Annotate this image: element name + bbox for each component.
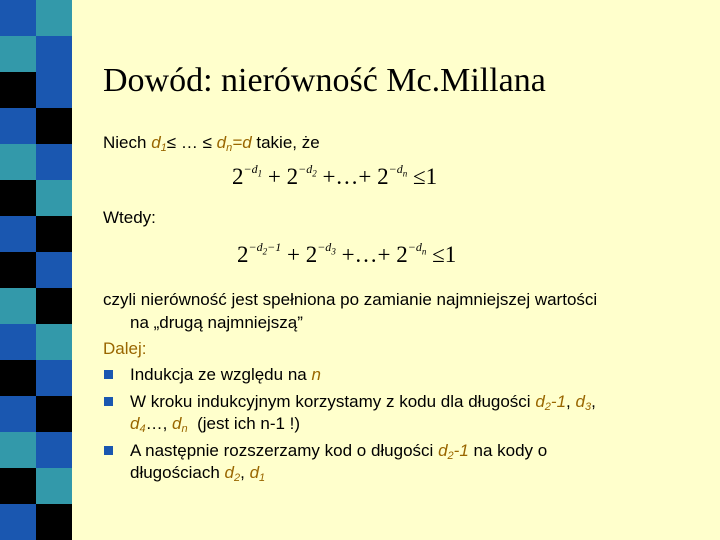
strip-block xyxy=(0,216,36,252)
strip-block xyxy=(0,396,36,432)
strip-block xyxy=(36,288,72,324)
decorative-left-strip xyxy=(0,0,72,540)
strip-block xyxy=(36,36,72,72)
bullet-2-text: W kroku indukcyjnym korzystamy z kodu dla długości $d_2-1$, $d_3$, xyxy=(130,392,596,413)
bullet-2-text-cont: $d_4\dots$, $d_n$ (jest ich n-1 !) xyxy=(130,414,301,435)
strip-block xyxy=(36,396,72,432)
strip-block xyxy=(36,0,72,36)
strip-block xyxy=(0,144,36,180)
niech-line: Niech $d_1\le$ … ≤ $d_n=d$ takie, że xyxy=(103,133,320,154)
czyli-line-2: na „drugą najmniejszą” xyxy=(130,313,303,332)
strip-block xyxy=(0,360,36,396)
strip-block xyxy=(0,36,36,72)
strip-block xyxy=(36,216,72,252)
strip-block xyxy=(36,252,72,288)
strip-block xyxy=(0,504,36,540)
modified-inequality: $2^{-d_2-1} + 2^{-d_3}$ +…+ $2^{-d_n} \le 1$ xyxy=(237,240,457,267)
strip-block xyxy=(36,468,72,504)
strip-block xyxy=(0,432,36,468)
strip-block xyxy=(36,504,72,540)
slide-title: Dowód: nierówność Mc.Millana xyxy=(103,62,546,99)
bullet-3-text-cont: długościach $d_2$, $d_1$ xyxy=(130,463,266,484)
bullet-square-icon xyxy=(104,397,113,406)
czyli-line-1: czyli nierówność jest spełniona po zamianie najmniejszej wartości xyxy=(103,290,598,309)
strip-block xyxy=(36,324,72,360)
strip-block xyxy=(0,324,36,360)
bullet-square-icon xyxy=(104,446,113,455)
dalej-label: Dalej: xyxy=(103,339,147,358)
strip-block xyxy=(0,180,36,216)
strip-block xyxy=(36,180,72,216)
bullet-3-text: A następnie rozszerzamy kod o długości $d_2-1$ na kody o xyxy=(130,441,548,462)
strip-block xyxy=(36,72,72,108)
strip-block xyxy=(0,468,36,504)
strip-block xyxy=(36,360,72,396)
bullet-1-text: Indukcja ze względu na n xyxy=(130,365,321,384)
wtedy-label: Wtedy: xyxy=(103,208,156,227)
strip-block xyxy=(36,432,72,468)
mcmillan-inequality: $2^{-d_1} + 2^{-d_2}$ +…+ $2^{-d_n} \le 1$ xyxy=(232,162,438,189)
strip-block xyxy=(0,108,36,144)
bullet-square-icon xyxy=(104,370,113,379)
strip-block xyxy=(0,252,36,288)
strip-block xyxy=(0,72,36,108)
strip-block xyxy=(0,0,36,36)
strip-block xyxy=(0,288,36,324)
strip-block xyxy=(36,108,72,144)
strip-block xyxy=(36,144,72,180)
